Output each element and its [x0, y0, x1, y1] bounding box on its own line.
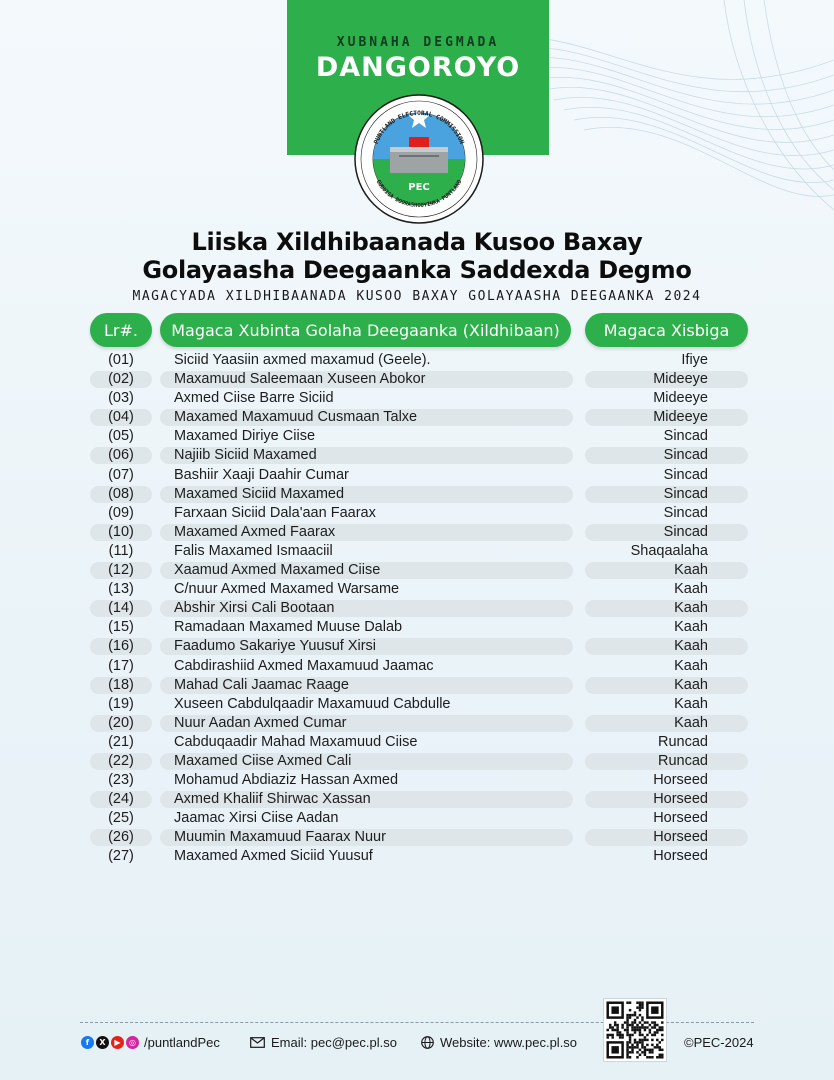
member-name: Maxamed Maxamuud Cusmaan Talxe: [174, 409, 418, 426]
document-title-line-2: Golayaasha Deegaanka Saddexda Degmo: [142, 256, 692, 284]
party-name: Sincad: [663, 466, 708, 483]
table-row: [0, 847, 834, 866]
document-title-line-1: Liiska Xildhibaanada Kusoo Baxay: [191, 228, 643, 256]
email-text: Email: pec@pec.pl.so: [271, 1035, 397, 1050]
member-name: Ramadaan Maxamed Muuse Dalab: [174, 619, 403, 636]
party-name: Kaah: [674, 600, 708, 617]
member-name: Maxamed Axmed Siciid Yuusuf: [174, 848, 373, 865]
party-name: Sincad: [663, 504, 708, 521]
member-name: Siciid Yaasiin axmed maxamud (Geele).: [174, 352, 431, 368]
column-header-party: Magaca Xisbiga: [585, 313, 748, 347]
party-name: Sincad: [663, 428, 708, 445]
table-row: [0, 752, 834, 771]
table-row: [0, 523, 834, 542]
party-name: Sincad: [663, 447, 708, 464]
banner-title: DANGOROYO: [315, 52, 521, 83]
footer: [0, 1033, 834, 1057]
seal-abbr: PEC: [408, 182, 430, 193]
row-number: (15): [108, 619, 134, 636]
party-name: Horseed: [653, 810, 708, 827]
member-name: Axmed Ciise Barre Siciid: [174, 390, 334, 407]
row-number: (07): [108, 466, 134, 483]
row-number: (21): [108, 733, 134, 750]
member-name: Mohamud Abdiaziz Hassan Axmed: [174, 772, 399, 789]
party-name: Horseed: [653, 848, 708, 865]
member-name: Maxamed Ciise Axmed Cali: [174, 752, 352, 769]
table-row: [0, 637, 834, 656]
member-name: Cabdirashiid Axmed Maxamuud Jaamac: [174, 657, 434, 674]
party-name: Mideeye: [653, 371, 708, 388]
party-name: Shaqaalaha: [630, 542, 708, 559]
row-number: (25): [108, 810, 134, 827]
party-name: Horseed: [653, 772, 708, 789]
row-number: (22): [108, 752, 134, 769]
table-row: [0, 771, 834, 790]
banner-subtitle: XUBNAHA DEGMADA: [336, 35, 500, 50]
member-name: Xaamud Axmed Maxamed Ciise: [174, 562, 381, 579]
seal-bottom-text: GUDDIGA DOORASHOOYINKA PUNTLAND: [374, 179, 464, 209]
member-name: Jaamac Xirsi Ciise Aadan: [174, 810, 339, 827]
row-number: (12): [108, 562, 134, 579]
member-name: Najiib Siciid Maxamed: [174, 447, 317, 464]
party-name: Runcad: [658, 733, 708, 750]
table-row: [0, 408, 834, 427]
party-name: Kaah: [674, 619, 708, 636]
member-name: Bashiir Xaaji Daahir Cumar: [174, 466, 349, 483]
column-header-number: Lr#.: [90, 313, 152, 347]
row-number: (10): [108, 523, 134, 540]
row-number: (01): [108, 352, 134, 368]
member-name: Maxamed Diriye Ciise: [174, 428, 316, 445]
table-row: [0, 790, 834, 809]
table-row: [0, 542, 834, 561]
party-name: Kaah: [674, 638, 708, 655]
row-number: (11): [108, 542, 134, 559]
member-name: Falis Maxamed Ismaaciil: [174, 542, 333, 559]
row-number: (03): [108, 390, 134, 407]
globe-icon: [421, 1036, 434, 1049]
facebook-icon[interactable]: f: [81, 1036, 94, 1049]
row-number: (04): [108, 409, 134, 426]
member-name: Farxaan Siciid Dala'aan Faarax: [174, 504, 376, 521]
member-name: Maxamuud Saleemaan Xuseen Abokor: [174, 371, 426, 388]
member-name: Muumin Maxamuud Faarax Nuur: [174, 829, 386, 846]
row-number: (05): [108, 428, 134, 445]
party-name: Sincad: [663, 523, 708, 540]
social-links: [81, 1035, 220, 1050]
party-name: Ifiye: [681, 352, 708, 368]
party-name: Horseed: [653, 829, 708, 846]
row-number: (24): [108, 791, 134, 808]
party-name: Kaah: [674, 657, 708, 674]
row-number: (06): [108, 447, 134, 464]
table-row: [0, 618, 834, 637]
member-name: Cabduqaadir Mahad Maxamuud Ciise: [174, 733, 418, 750]
member-name: Mahad Cali Jaamac Raage: [174, 676, 349, 693]
row-number: (13): [108, 581, 134, 598]
instagram-icon[interactable]: ◎: [126, 1036, 139, 1049]
table-row: [0, 695, 834, 714]
member-name: Axmed Khaliif Shirwac Xassan: [174, 791, 371, 808]
candidates-table: [0, 351, 834, 867]
row-number: (17): [108, 657, 134, 674]
party-name: Mideeye: [653, 409, 708, 426]
seal-top-text: PUNTLAND ELECTORAL COMMISSION: [372, 110, 466, 146]
table-row: [0, 676, 834, 695]
party-name: Kaah: [674, 676, 708, 693]
party-name: Sincad: [663, 485, 708, 502]
table-row: [0, 561, 834, 580]
party-name: Kaah: [674, 562, 708, 579]
member-name: Maxamed Axmed Faarax: [174, 523, 336, 540]
table-row: [0, 580, 834, 599]
table-row: [0, 427, 834, 446]
row-number: (19): [108, 695, 134, 712]
social-handle[interactable]: /puntlandPec: [144, 1035, 220, 1050]
document-title-block: [0, 228, 834, 304]
row-number: (23): [108, 772, 134, 789]
member-name: Nuur Aadan Axmed Cumar: [174, 714, 347, 731]
column-header-name: Magaca Xubinta Golaha Deegaanka (Xildhibaan): [160, 313, 571, 347]
member-name: Faadumo Sakariye Yuusuf Xirsi: [174, 638, 377, 655]
row-number: (09): [108, 504, 134, 521]
member-name: Maxamed Siciid Maxamed: [174, 485, 345, 502]
table-row: [0, 370, 834, 389]
member-name: Abshir Xirsi Cali Bootaan: [174, 600, 335, 617]
x-icon[interactable]: X: [96, 1036, 109, 1049]
table-row: [0, 828, 834, 847]
party-name: Mideeye: [653, 390, 708, 407]
party-name: Kaah: [674, 581, 708, 598]
member-name: C/nuur Axmed Maxamed Warsame: [174, 581, 400, 598]
party-name: Kaah: [674, 714, 708, 731]
table-row: [0, 657, 834, 676]
document-subtitle: MAGACYADA XILDHIBAANADA KUSOO BAXAY GOLAYAASHA DEEGAANKA 2024: [132, 289, 702, 304]
mail-icon: [250, 1037, 265, 1048]
row-number: (26): [108, 829, 134, 846]
row-number: (27): [108, 848, 134, 865]
party-name: Kaah: [674, 695, 708, 712]
row-number: (16): [108, 638, 134, 655]
website-text: Website: www.pec.pl.so: [440, 1035, 578, 1050]
party-name: Horseed: [653, 791, 708, 808]
row-number: (02): [108, 371, 134, 388]
party-name: Runcad: [658, 752, 708, 769]
table-row: [0, 714, 834, 733]
member-name: Xuseen Cabdulqaadir Maxamuud Cabdulle: [174, 695, 451, 712]
table-row: [0, 733, 834, 752]
pec-seal-logo: [353, 93, 485, 225]
copyright: ©PEC-2024: [684, 1035, 754, 1050]
table-row: [0, 599, 834, 618]
youtube-icon[interactable]: ▶: [111, 1036, 124, 1049]
table-row: [0, 466, 834, 485]
table-row: [0, 351, 834, 370]
row-number: (14): [108, 600, 134, 617]
email-contact[interactable]: [250, 1035, 397, 1050]
table-row: [0, 446, 834, 465]
table-row: [0, 504, 834, 523]
table-row: [0, 809, 834, 828]
row-number: (08): [108, 485, 134, 502]
table-row: [0, 485, 834, 504]
row-number: (18): [108, 676, 134, 693]
row-number: (20): [108, 714, 134, 731]
table-row: [0, 389, 834, 408]
website-link[interactable]: [421, 1035, 577, 1050]
